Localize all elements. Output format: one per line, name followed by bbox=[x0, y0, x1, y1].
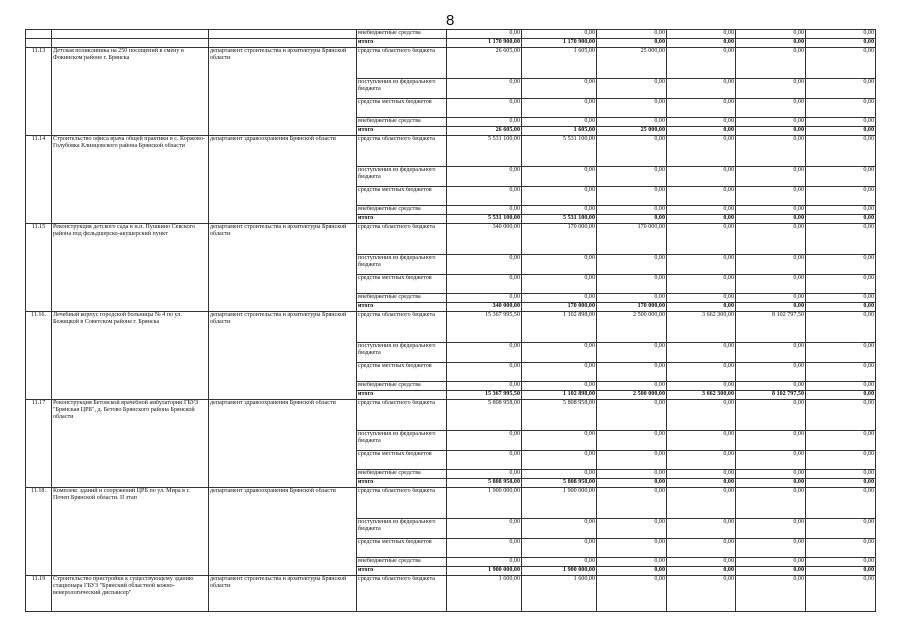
project-name-cell bbox=[52, 30, 209, 39]
amount-cell: 0,00 bbox=[806, 275, 876, 294]
amount-cell: 0,00 bbox=[447, 187, 522, 206]
project-name-cell: Реконструкция детского сада в н.п. Пушкино Севского района под фельдшерско-акушерский пункт bbox=[52, 224, 209, 312]
amount-cell: 0,00 bbox=[597, 39, 667, 48]
amount-cell: 0,00 bbox=[447, 275, 522, 294]
amount-cell: 0,00 bbox=[806, 431, 876, 451]
source-cell: поступления из федерального бюджета bbox=[357, 79, 447, 99]
executor-cell: департамент здравоохранения Брянской области bbox=[209, 488, 357, 576]
amount-cell: 0,00 bbox=[736, 48, 806, 79]
amount-cell: 3 662 300,00 bbox=[667, 312, 736, 343]
budget-table bbox=[25, 29, 876, 612]
amount-cell: 5 808 958,00 bbox=[447, 479, 522, 488]
amount-cell: 0,00 bbox=[522, 558, 597, 567]
amount-cell: 0,00 bbox=[667, 99, 736, 118]
amount-cell: 0,00 bbox=[806, 576, 876, 612]
amount-cell: 0,00 bbox=[806, 558, 876, 567]
amount-cell: 5 808 958,00 bbox=[447, 400, 522, 431]
amount-cell: 0,00 bbox=[447, 294, 522, 303]
amount-cell: 1 170 900,00 bbox=[522, 39, 597, 48]
amount-cell: 0,00 bbox=[667, 539, 736, 558]
amount-cell: 0,00 bbox=[667, 431, 736, 451]
amount-cell: 0,00 bbox=[667, 479, 736, 488]
amount-cell: 0,00 bbox=[597, 187, 667, 206]
amount-cell: 0,00 bbox=[736, 224, 806, 255]
amount-cell: 0,00 bbox=[667, 215, 736, 224]
amount-cell: 340 000,00 bbox=[447, 224, 522, 255]
amount-cell: 0,00 bbox=[597, 470, 667, 479]
amount-cell: 0,00 bbox=[667, 294, 736, 303]
amount-cell: 170 000,00 bbox=[522, 303, 597, 312]
source-cell: средства областного бюджета bbox=[357, 136, 447, 167]
amount-cell: 0,00 bbox=[597, 167, 667, 187]
amount-cell: 0,00 bbox=[597, 275, 667, 294]
amount-cell: 0,00 bbox=[736, 127, 806, 136]
amount-cell: 0,00 bbox=[597, 479, 667, 488]
amount-cell: 0,00 bbox=[736, 136, 806, 167]
source-cell: внебюджетные средства bbox=[357, 294, 447, 303]
amount-cell: 0,00 bbox=[667, 558, 736, 567]
amount-cell: 0,00 bbox=[597, 343, 667, 363]
amount-cell: 0,00 bbox=[806, 136, 876, 167]
amount-cell: 0,00 bbox=[597, 255, 667, 275]
budget-table-body bbox=[26, 30, 876, 612]
amount-cell: 0,00 bbox=[522, 470, 597, 479]
amount-cell: 0,00 bbox=[667, 127, 736, 136]
executor-cell: департамент строительства и архитектуры Брянской области bbox=[209, 576, 357, 612]
source-cell: итого bbox=[357, 567, 447, 576]
amount-cell: 0,00 bbox=[806, 539, 876, 558]
page-number: 8 bbox=[446, 12, 455, 29]
amount-cell: 0,00 bbox=[736, 519, 806, 539]
amount-cell: 0,00 bbox=[736, 451, 806, 470]
amount-cell: 0,00 bbox=[736, 187, 806, 206]
table-row bbox=[26, 224, 876, 255]
amount-cell: 1 605,00 bbox=[522, 48, 597, 79]
amount-cell: 0,00 bbox=[736, 363, 806, 382]
amount-cell: 0,00 bbox=[667, 519, 736, 539]
amount-cell: 1 600,00 bbox=[522, 576, 597, 612]
amount-cell: 0,00 bbox=[736, 294, 806, 303]
amount-cell: 0,00 bbox=[447, 451, 522, 470]
amount-cell: 0,00 bbox=[736, 539, 806, 558]
amount-cell: 8 102 797,50 bbox=[736, 391, 806, 400]
project-code-cell: 11.13 bbox=[26, 48, 52, 136]
amount-cell: 26 605,00 bbox=[447, 127, 522, 136]
source-cell: средства местных бюджетов bbox=[357, 539, 447, 558]
amount-cell: 170 000,00 bbox=[597, 303, 667, 312]
amount-cell: 0,00 bbox=[667, 255, 736, 275]
amount-cell: 0,00 bbox=[522, 519, 597, 539]
amount-cell: 0,00 bbox=[667, 470, 736, 479]
amount-cell: 5 531 100,00 bbox=[447, 136, 522, 167]
source-cell: средства местных бюджетов bbox=[357, 451, 447, 470]
project-name-cell: Комплекс зданий и сооружений ЦРБ по ул. Мира в г. Почеп Брянской области. II этап bbox=[52, 488, 209, 576]
amount-cell: 0,00 bbox=[597, 215, 667, 224]
amount-cell: 0,00 bbox=[806, 470, 876, 479]
amount-cell: 0,00 bbox=[522, 79, 597, 99]
source-cell: итого bbox=[357, 391, 447, 400]
amount-cell: 0,00 bbox=[597, 539, 667, 558]
amount-cell: 0,00 bbox=[736, 470, 806, 479]
amount-cell: 0,00 bbox=[667, 206, 736, 215]
table-row bbox=[26, 488, 876, 519]
table-row bbox=[26, 48, 876, 79]
source-cell: средства местных бюджетов bbox=[357, 275, 447, 294]
amount-cell: 0,00 bbox=[806, 127, 876, 136]
amount-cell: 0,00 bbox=[806, 391, 876, 400]
amount-cell: 0,00 bbox=[667, 576, 736, 612]
source-cell: поступления из федерального бюджета bbox=[357, 255, 447, 275]
amount-cell: 0,00 bbox=[522, 30, 597, 39]
amount-cell: 0,00 bbox=[447, 79, 522, 99]
amount-cell: 25 000,00 bbox=[597, 48, 667, 79]
amount-cell: 0,00 bbox=[667, 39, 736, 48]
amount-cell: 0,00 bbox=[806, 451, 876, 470]
amount-cell: 0,00 bbox=[447, 558, 522, 567]
amount-cell: 0,00 bbox=[447, 382, 522, 391]
amount-cell: 0,00 bbox=[447, 470, 522, 479]
amount-cell: 0,00 bbox=[667, 363, 736, 382]
amount-cell: 1 900 000,00 bbox=[447, 488, 522, 519]
amount-cell: 0,00 bbox=[736, 488, 806, 519]
amount-cell: 0,00 bbox=[806, 567, 876, 576]
amount-cell: 0,00 bbox=[597, 558, 667, 567]
executor-cell bbox=[209, 39, 357, 48]
amount-cell: 170 000,00 bbox=[522, 224, 597, 255]
amount-cell: 1 900 000,00 bbox=[522, 488, 597, 519]
amount-cell: 0,00 bbox=[522, 99, 597, 118]
amount-cell: 0,00 bbox=[447, 363, 522, 382]
executor-cell: департамент здравоохранения Брянской области bbox=[209, 400, 357, 488]
amount-cell: 0,00 bbox=[597, 431, 667, 451]
amount-cell: 0,00 bbox=[667, 488, 736, 519]
table-row bbox=[26, 136, 876, 167]
amount-cell: 0,00 bbox=[806, 215, 876, 224]
amount-cell: 0,00 bbox=[447, 167, 522, 187]
amount-cell: 15 367 995,50 bbox=[447, 312, 522, 343]
project-code-cell: 11.16. bbox=[26, 312, 52, 400]
project-code-cell: 11.18. bbox=[26, 488, 52, 576]
amount-cell: 0,00 bbox=[806, 39, 876, 48]
source-cell: средства областного бюджета bbox=[357, 400, 447, 431]
amount-cell: 0,00 bbox=[806, 363, 876, 382]
source-cell: поступления из федерального бюджета bbox=[357, 167, 447, 187]
amount-cell: 0,00 bbox=[806, 400, 876, 431]
amount-cell: 0,00 bbox=[522, 255, 597, 275]
amount-cell: 0,00 bbox=[597, 576, 667, 612]
amount-cell: 0,00 bbox=[736, 576, 806, 612]
source-cell: средства местных бюджетов bbox=[357, 99, 447, 118]
project-code-cell: 11.17 bbox=[26, 400, 52, 488]
amount-cell: 0,00 bbox=[447, 206, 522, 215]
amount-cell: 0,00 bbox=[597, 400, 667, 431]
amount-cell: 0,00 bbox=[806, 312, 876, 343]
project-code-cell bbox=[26, 39, 52, 48]
amount-cell: 0,00 bbox=[667, 187, 736, 206]
amount-cell: 0,00 bbox=[597, 30, 667, 39]
amount-cell: 0,00 bbox=[667, 451, 736, 470]
amount-cell: 5 531 100,00 bbox=[522, 215, 597, 224]
source-cell: поступления из федерального бюджета bbox=[357, 519, 447, 539]
amount-cell: 0,00 bbox=[597, 363, 667, 382]
amount-cell: 0,00 bbox=[522, 118, 597, 127]
amount-cell: 0,00 bbox=[667, 118, 736, 127]
amount-cell: 8 102 797,50 bbox=[736, 312, 806, 343]
source-cell: средства областного бюджета bbox=[357, 488, 447, 519]
table-row bbox=[26, 312, 876, 343]
executor-cell: департамент строительства и архитектуры Брянской области bbox=[209, 48, 357, 136]
amount-cell: 0,00 bbox=[736, 343, 806, 363]
amount-cell: 0,00 bbox=[597, 519, 667, 539]
amount-cell: 0,00 bbox=[806, 488, 876, 519]
amount-cell: 0,00 bbox=[736, 215, 806, 224]
amount-cell: 0,00 bbox=[736, 479, 806, 488]
amount-cell: 0,00 bbox=[667, 30, 736, 39]
source-cell: средства местных бюджетов bbox=[357, 363, 447, 382]
amount-cell: 0,00 bbox=[736, 382, 806, 391]
amount-cell: 0,00 bbox=[522, 275, 597, 294]
amount-cell: 0,00 bbox=[806, 519, 876, 539]
amount-cell: 0,00 bbox=[667, 400, 736, 431]
amount-cell: 0,00 bbox=[806, 206, 876, 215]
source-cell: итого bbox=[357, 127, 447, 136]
amount-cell: 0,00 bbox=[806, 294, 876, 303]
source-cell: внебюджетные средства bbox=[357, 470, 447, 479]
source-cell: итого bbox=[357, 39, 447, 48]
amount-cell: 0,00 bbox=[447, 30, 522, 39]
project-code-cell bbox=[26, 30, 52, 39]
amount-cell: 0,00 bbox=[806, 48, 876, 79]
source-cell: средства областного бюджета bbox=[357, 224, 447, 255]
amount-cell: 5 531 100,00 bbox=[447, 215, 522, 224]
source-cell: итого bbox=[357, 479, 447, 488]
amount-cell: 0,00 bbox=[736, 255, 806, 275]
amount-cell: 0,00 bbox=[667, 79, 736, 99]
project-code-cell: 11.15 bbox=[26, 224, 52, 312]
source-cell: внебюджетные средства bbox=[357, 382, 447, 391]
amount-cell: 0,00 bbox=[522, 382, 597, 391]
amount-cell: 5 531 100,00 bbox=[522, 136, 597, 167]
source-cell: внебюджетные средства bbox=[357, 206, 447, 215]
amount-cell: 25 000,00 bbox=[597, 127, 667, 136]
amount-cell: 0,00 bbox=[806, 382, 876, 391]
amount-cell: 0,00 bbox=[806, 167, 876, 187]
amount-cell: 5 808 958,00 bbox=[522, 479, 597, 488]
amount-cell: 0,00 bbox=[667, 48, 736, 79]
source-cell: средства областного бюджета bbox=[357, 576, 447, 612]
amount-cell: 0,00 bbox=[736, 275, 806, 294]
amount-cell: 0,00 bbox=[736, 567, 806, 576]
amount-cell: 0,00 bbox=[597, 382, 667, 391]
amount-cell: 1 102 898,00 bbox=[522, 391, 597, 400]
project-name-cell: Лечебный корпус городской больницы № 4 по ул. Бежицкой в Советском районе г. Брянска bbox=[52, 312, 209, 400]
amount-cell: 0,00 bbox=[597, 118, 667, 127]
amount-cell: 0,00 bbox=[597, 567, 667, 576]
amount-cell: 0,00 bbox=[736, 79, 806, 99]
amount-cell: 0,00 bbox=[736, 400, 806, 431]
amount-cell: 0,00 bbox=[597, 294, 667, 303]
executor-cell: департамент здравоохранения Брянской области bbox=[209, 136, 357, 224]
amount-cell: 0,00 bbox=[597, 79, 667, 99]
amount-cell: 0,00 bbox=[522, 431, 597, 451]
amount-cell: 0,00 bbox=[736, 431, 806, 451]
amount-cell: 26 605,00 bbox=[447, 48, 522, 79]
amount-cell: 0,00 bbox=[667, 136, 736, 167]
amount-cell: 0,00 bbox=[522, 206, 597, 215]
amount-cell: 0,00 bbox=[522, 187, 597, 206]
amount-cell: 0,00 bbox=[522, 451, 597, 470]
amount-cell: 0,00 bbox=[597, 206, 667, 215]
amount-cell: 0,00 bbox=[736, 167, 806, 187]
table-row bbox=[26, 30, 876, 39]
amount-cell: 0,00 bbox=[806, 99, 876, 118]
project-code-cell: 11.14 bbox=[26, 136, 52, 224]
amount-cell: 170 000,00 bbox=[597, 224, 667, 255]
source-cell: средства областного бюджета bbox=[357, 48, 447, 79]
amount-cell: 1 900 000,00 bbox=[522, 567, 597, 576]
amount-cell: 3 662 300,00 bbox=[667, 391, 736, 400]
amount-cell: 0,00 bbox=[447, 539, 522, 558]
amount-cell: 0,00 bbox=[806, 343, 876, 363]
amount-cell: 1 605,00 bbox=[522, 127, 597, 136]
amount-cell: 0,00 bbox=[522, 167, 597, 187]
amount-cell: 0,00 bbox=[736, 206, 806, 215]
source-cell: средства местных бюджетов bbox=[357, 187, 447, 206]
amount-cell: 0,00 bbox=[597, 99, 667, 118]
amount-cell: 0,00 bbox=[667, 382, 736, 391]
amount-cell: 0,00 bbox=[806, 479, 876, 488]
source-cell: итого bbox=[357, 215, 447, 224]
amount-cell: 0,00 bbox=[447, 99, 522, 118]
amount-cell: 0,00 bbox=[736, 39, 806, 48]
amount-cell: 0,00 bbox=[447, 255, 522, 275]
amount-cell: 0,00 bbox=[806, 79, 876, 99]
project-name-cell: Строительство пристройки к существующему зданию стационара ГБУЗ "Брянский областной кожно-венерологический диспансер" bbox=[52, 576, 209, 612]
amount-cell: 1 102 898,00 bbox=[522, 312, 597, 343]
project-name-cell: Строительство офиса врача общей практики в с. Коржово-Голубовка Клинцовского района Брянской области bbox=[52, 136, 209, 224]
amount-cell: 0,00 bbox=[447, 519, 522, 539]
amount-cell: 0,00 bbox=[597, 451, 667, 470]
source-cell: внебюджетные средства bbox=[357, 30, 447, 39]
amount-cell: 0,00 bbox=[667, 567, 736, 576]
amount-cell: 1 600,00 bbox=[447, 576, 522, 612]
project-code-cell: 11.19 bbox=[26, 576, 52, 612]
amount-cell: 0,00 bbox=[806, 187, 876, 206]
source-cell: средства областного бюджета bbox=[357, 312, 447, 343]
amount-cell: 0,00 bbox=[522, 363, 597, 382]
amount-cell: 0,00 bbox=[806, 303, 876, 312]
amount-cell: 0,00 bbox=[806, 118, 876, 127]
amount-cell: 2 500 000,00 bbox=[597, 391, 667, 400]
table-row bbox=[26, 576, 876, 612]
table-row bbox=[26, 400, 876, 431]
amount-cell: 2 500 000,00 bbox=[597, 312, 667, 343]
amount-cell: 0,00 bbox=[522, 294, 597, 303]
amount-cell: 0,00 bbox=[667, 224, 736, 255]
executor-cell bbox=[209, 30, 357, 39]
amount-cell: 0,00 bbox=[667, 167, 736, 187]
amount-cell: 15 367 995,50 bbox=[447, 391, 522, 400]
amount-cell: 0,00 bbox=[736, 30, 806, 39]
amount-cell: 1 170 900,00 bbox=[447, 39, 522, 48]
table-row bbox=[26, 39, 876, 48]
amount-cell: 0,00 bbox=[667, 275, 736, 294]
source-cell: поступления из федерального бюджета bbox=[357, 431, 447, 451]
amount-cell: 0,00 bbox=[806, 30, 876, 39]
amount-cell: 340 000,00 bbox=[447, 303, 522, 312]
amount-cell: 0,00 bbox=[597, 136, 667, 167]
executor-cell: департамент строительства и архитектуры Брянской области bbox=[209, 224, 357, 312]
amount-cell: 0,00 bbox=[667, 343, 736, 363]
amount-cell: 0,00 bbox=[447, 118, 522, 127]
project-name-cell: Реконструкция Бетовской врачебной амбулатории ГБУЗ "Брянская ЦРБ", д. Бетово Брянского района Брянской области bbox=[52, 400, 209, 488]
amount-cell: 0,00 bbox=[806, 255, 876, 275]
amount-cell: 0,00 bbox=[736, 558, 806, 567]
amount-cell: 0,00 bbox=[447, 343, 522, 363]
amount-cell: 0,00 bbox=[736, 118, 806, 127]
amount-cell: 0,00 bbox=[736, 99, 806, 118]
source-cell: итого bbox=[357, 303, 447, 312]
amount-cell: 5 808 958,00 bbox=[522, 400, 597, 431]
amount-cell: 0,00 bbox=[736, 303, 806, 312]
project-name-cell bbox=[52, 39, 209, 48]
amount-cell: 0,00 bbox=[522, 343, 597, 363]
source-cell: поступления из федерального бюджета bbox=[357, 343, 447, 363]
amount-cell: 0,00 bbox=[447, 431, 522, 451]
amount-cell: 0,00 bbox=[667, 303, 736, 312]
project-name-cell: Детская поликлиника на 250 посещений в смену в Фокинском районе г. Брянска bbox=[52, 48, 209, 136]
amount-cell: 0,00 bbox=[597, 488, 667, 519]
amount-cell: 0,00 bbox=[806, 224, 876, 255]
amount-cell: 0,00 bbox=[522, 539, 597, 558]
amount-cell: 1 900 000,00 bbox=[447, 567, 522, 576]
source-cell: внебюджетные средства bbox=[357, 118, 447, 127]
executor-cell: департамент строительства и архитектуры Брянской области bbox=[209, 312, 357, 400]
source-cell: внебюджетные средства bbox=[357, 558, 447, 567]
